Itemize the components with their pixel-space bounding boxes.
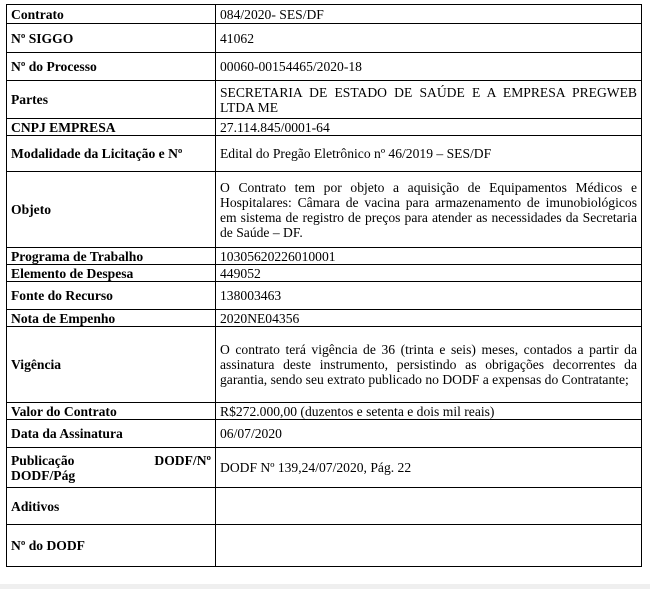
label-programa: Programa de Trabalho xyxy=(7,248,216,265)
label-processo: Nº do Processo xyxy=(7,53,216,81)
row-processo xyxy=(7,53,642,81)
label-contrato: Contrato xyxy=(7,5,216,24)
row-vigencia xyxy=(7,327,642,403)
value-publicacao: DODF Nº 139,24/07/2020, Pág. 22 xyxy=(216,448,642,488)
value-siggo: 41062 xyxy=(216,24,642,53)
value-processo: 00060-00154465/2020-18 xyxy=(216,53,642,81)
label-publicacao-dodf: DODF/Nº xyxy=(154,452,211,468)
value-fonte: 138003463 xyxy=(216,282,642,310)
row-elemento xyxy=(7,265,642,282)
value-assinatura: 06/07/2020 xyxy=(216,420,642,448)
row-cnpj xyxy=(7,119,642,136)
row-programa xyxy=(7,248,642,265)
label-publicacao-line2: DODF/Pág xyxy=(11,467,76,483)
value-dodf xyxy=(216,525,642,567)
contract-extract-table xyxy=(6,4,642,567)
value-aditivos xyxy=(216,488,642,525)
value-empenho: 2020NE04356 xyxy=(216,310,642,327)
value-vigencia: O contrato terá vigência de 36 (trinta e seis) meses, contados a partir da assinatura deste instrumento, persistindo as obrigações decorrentes da garantia, sendo seu extrato publicado no DODF a expensas do Contratante; xyxy=(216,327,642,403)
row-valor xyxy=(7,403,642,420)
label-partes: Partes xyxy=(7,81,216,119)
label-assinatura: Data da Assinatura xyxy=(7,420,216,448)
row-dodf xyxy=(7,525,642,567)
row-contrato xyxy=(7,5,642,24)
row-empenho xyxy=(7,310,642,327)
row-fonte xyxy=(7,282,642,310)
value-modalidade: Edital do Pregão Eletrônico nº 46/2019 – SES/DF xyxy=(216,136,642,172)
row-objeto xyxy=(7,172,642,248)
page-footer-strip xyxy=(0,584,650,589)
row-partes xyxy=(7,81,642,119)
label-valor: Valor do Contrato xyxy=(7,403,216,420)
value-cnpj: 27.114.845/0001-64 xyxy=(216,119,642,136)
row-publicacao xyxy=(7,448,642,488)
label-aditivos: Aditivos xyxy=(7,488,216,525)
row-modalidade xyxy=(7,136,642,172)
label-fonte: Fonte do Recurso xyxy=(7,282,216,310)
row-siggo xyxy=(7,24,642,53)
value-valor: R$272.000,00 (duzentos e setenta e dois mil reais) xyxy=(216,403,642,420)
label-cnpj: CNPJ EMPRESA xyxy=(7,119,216,136)
label-objeto: Objeto xyxy=(7,172,216,248)
label-vigencia: Vigência xyxy=(7,327,216,403)
label-dodf: Nº do DODF xyxy=(7,525,216,567)
value-elemento: 449052 xyxy=(216,265,642,282)
label-empenho: Nota de Empenho xyxy=(7,310,216,327)
label-siggo: Nº SIGGO xyxy=(7,24,216,53)
label-elemento: Elemento de Despesa xyxy=(7,265,216,282)
value-programa: 10305620226010001 xyxy=(216,248,642,265)
label-publicacao-line1 xyxy=(11,453,211,468)
row-assinatura xyxy=(7,420,642,448)
value-contrato: 084/2020- SES/DF xyxy=(216,5,642,24)
label-publicacao-word: Publicação xyxy=(11,452,75,468)
label-modalidade: Modalidade da Licitação e Nº xyxy=(7,136,216,172)
value-partes: SECRETARIA DE ESTADO DE SAÚDE E A EMPRESA PREGWEB LTDA ME xyxy=(216,81,642,119)
value-objeto: O Contrato tem por objeto a aquisição de Equipamentos Médicos e Hospitalares: Câmara de vacina para armazenamento de imunobiológicos em sistema de registro de preços para atender as necessidades da Secretaria de Saúde – DF. xyxy=(216,172,642,248)
label-publicacao xyxy=(7,448,216,488)
row-aditivos xyxy=(7,488,642,525)
